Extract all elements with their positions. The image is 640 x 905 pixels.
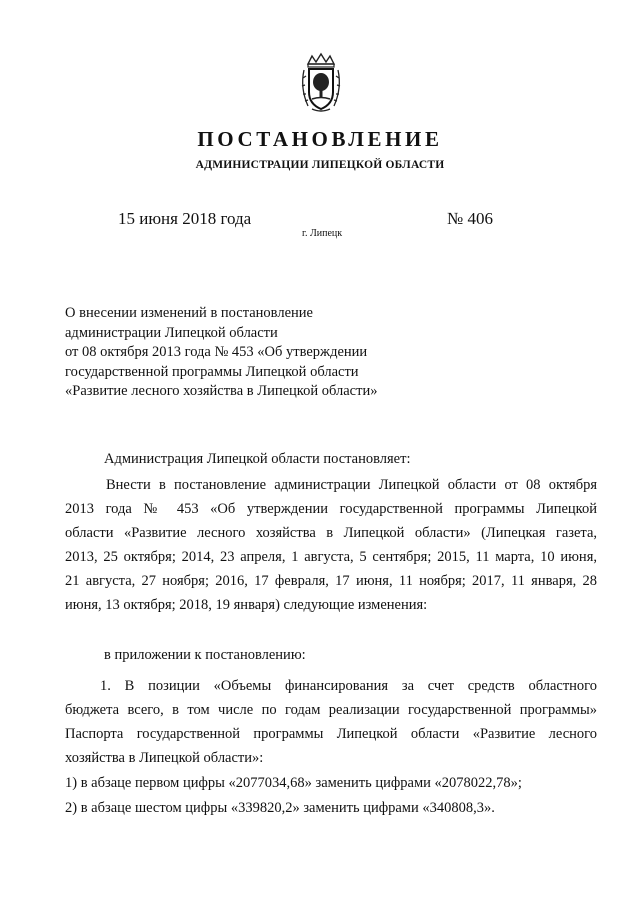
paragraph-line: Паспорта государственной программы Липецкой области «Развитие лесного — [65, 726, 597, 742]
document-title: ПОСТАНОВЛЕНИЕ — [197, 127, 443, 151]
item-1-paragraph — [65, 674, 597, 770]
subject-line: администрации Липецкой области — [65, 324, 278, 341]
subject-line: О внесении изменений в постановление — [65, 305, 313, 321]
document-subtitle: АДМИНИСТРАЦИИ ЛИПЕЦКОЙ ОБЛАСТИ — [195, 159, 445, 171]
subject-line: «Развитие лесного хозяйства в Липецкой области» — [65, 383, 378, 399]
subject-line: от 08 октября 2013 года № 453 «Об утверждении — [65, 344, 368, 360]
paragraph-line: июня, 13 октября; 2018, 19 января) следующие изменения: — [65, 597, 428, 613]
subject-line: государственной программы Липецкой области — [65, 363, 359, 380]
paragraph-line: 21 августа, 27 ноября; 2016, 17 февраля, 17 июня, 11 ноября; 2017, 11 января, 28 — [65, 573, 597, 589]
main-paragraph — [65, 473, 597, 617]
paragraph-line: 1. В позиции «Объемы финансирования за счет средств областного — [100, 678, 597, 694]
coat-of-arms-icon — [298, 52, 344, 114]
paragraph-line: Внести в постановление администрации Липецкой области от 08 октября — [106, 477, 597, 493]
intro-paragraph: Администрация Липецкой области постановляет: — [104, 451, 411, 467]
document-city: г. Липецк — [302, 228, 343, 239]
appendix-paragraph: в приложении к постановлению: — [104, 647, 306, 663]
subitem-2: 2) в абзаце шестом цифры «339820,2» заменить цифрами «340808,3». — [65, 800, 495, 816]
paragraph-line: 2013 года № 453 «Об утверждении государственной программы Липецкой — [65, 501, 597, 517]
document-date: 15 июня 2018 года — [118, 209, 252, 228]
document-number: № 406 — [447, 209, 493, 228]
document-subject — [65, 304, 425, 402]
paragraph-line: бюджета всего, в том числе по годам реализации государственной программы» — [65, 702, 597, 718]
subitem-1: 1) в абзаце первом цифры «2077034,68» заменить цифрами «2078022,78»; — [65, 775, 522, 791]
paragraph-line: хозяйства в Липецкой области»: — [65, 750, 264, 766]
paragraph-line: 2013, 25 октября; 2014, 23 апреля, 1 августа, 5 сентября; 2015, 11 марта, 10 июня, — [65, 549, 597, 565]
paragraph-line: области «Развитие лесного хозяйства в Липецкой области» (Липецкая газета, — [65, 525, 597, 541]
